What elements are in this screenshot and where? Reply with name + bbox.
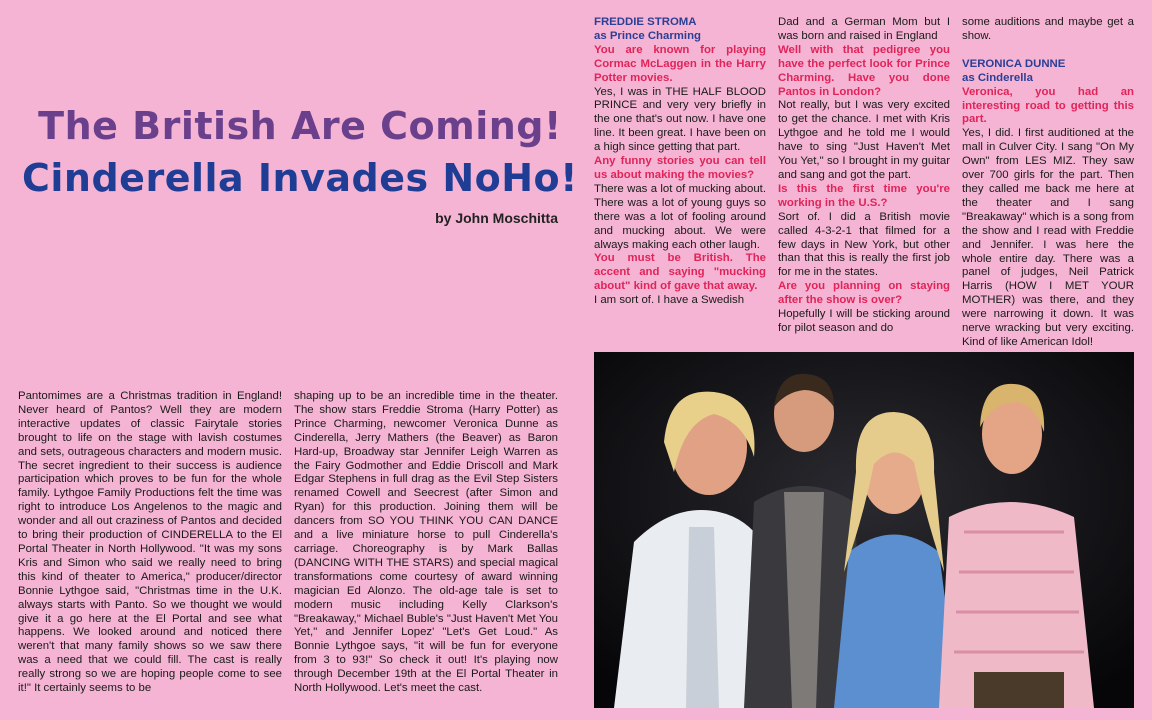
interview-question: Are you planning on staying after the show is over? xyxy=(778,280,950,307)
intro-column-1: Pantomimes are a Christmas tradition in England! Never heard of Pantos? Well they are modern interactive updates of classic Fairytale stories brought to life on the stage with lavish costumes and sets, outrageous characters and modern music. The secret ingredient to their success is audience participation which proves to be fun for the whole family. Lythgoe Family Productions felt the time was right to introduce Los Angelenos to the magic and wonder and all out craziness of Pantos and decided to bring their production of CINDERELLA to the El Portal Theater in North Hollywood. "It was my sons Kris and Simon who said we really need to bring this kind of theater to America," producer/director Bonnie Lythgoe said, "Christmas time in the U.K. always starts with Panto. So we thought we would give it a go here at the El Portal and see what happens. We looked around and noticed there weren't that many family shows so we saw there was a need that we could fill. The cast is really really strong so we are hoping people come to see it!" It certainly seems to be xyxy=(18,390,282,695)
interviewee-role: as Prince Charming xyxy=(594,29,701,42)
intro-column-2: shaping up to be an incredible time in the theater. The show stars Freddie Stroma (Harry Potter) as Prince Charming, newcomer Veronica Dunne as Cinderella, Jerry Mathers (the Beaver) as Baron Hard-up, Broadway star Jennifer Leigh Warren as the Fairy Godmother and Eddie Driscoll and Mark Edgar Stephens in full drag as the Evil Step Sisters renamed Cowell and Seecrest (after Simon and Ryan) for this production. Joining them will be dancers from SO YOU THINK YOU CAN DANCE and a live miniature horse to pull Cinderella's carriage. Choreography is by Mark Ballas (DANCING WITH THE STARS) and special magical transformations come courtesy of award winning magician Ed Alonzo. The old-age tale is set to modern music including Kelly Clarkson's "Breakaway," Michael Buble's "Just Haven't Met You Yet," and Jennifer Lopez' "Let's Get Loud." As Bonnie Lythgoe says, "it will be fun for everyone from 3 to 93!" So check it out! It's playing now through December 19th at the El Portal Theater in North Hollywood. Let's meet the cast. xyxy=(294,390,558,695)
interview-question: Well with that pedigree you have the perfect look for Prince Charming. Have you done Pantos in London? xyxy=(778,43,950,98)
interview-question: Any funny stories you can tell us about making the movies? xyxy=(594,155,766,181)
interview-answer: There was a lot of mucking about. There was a lot of young guys so there was a lot of fooling around and mucking about. We were always making each other laugh. xyxy=(594,182,766,251)
interview-question: You must be British. The accent and saying "mucking about" kind of gave that away. xyxy=(594,252,766,293)
interview-freddie-column-2 xyxy=(778,16,950,336)
interview-answer: some auditions and maybe get a show. xyxy=(962,16,1134,42)
interviewee-name: FREDDIE STROMA xyxy=(594,16,697,28)
interviewee-role: as Cinderella xyxy=(962,71,1033,84)
byline: by John Moschitta xyxy=(435,210,558,226)
interview-answer: Hopefully I will be sticking around for pilot season and do xyxy=(778,308,950,334)
interview-question: You are known for playing Cormac McLaggen in the Harry Potter movies. xyxy=(594,43,766,84)
interview-veronica-column xyxy=(962,16,1134,350)
headline-line-1: The British Are Coming! xyxy=(38,104,562,148)
interview-question: Is this the first time you're working in the U.S.? xyxy=(778,182,950,209)
interview-question: Veronica, you had an interesting road to getting this part. xyxy=(962,85,1134,126)
interview-answer: Not really, but I was very excited to get the chance. I met with Kris Lythgoe and he told me I would have to sing "Just Haven't Met You Yet," so I brought in my guitar and sang and got the part. xyxy=(778,99,950,181)
interview-answer: Yes, I did. I first auditioned at the mall in Culver City. I sang "On My Own" from LES MIZ. They saw over 700 girls for the part. Then they called me back me here at the theater and I sang "Breakaway" which is a song from the show and I read with Freddie and Jennifer. I was here the whole entire day. There was a panel of judges, Neil Patrick Harris (HOW I MET YOUR MOTHER) was there, and they were narrowing it down. It was nerve wracking but very exciting. Kind of like American Idol! xyxy=(962,127,1134,348)
interviewee-name: VERONICA DUNNE xyxy=(962,57,1066,70)
headline-line-2: Cinderella Invades NoHo! xyxy=(22,156,578,200)
interview-answer: Dad and a German Mom but I was born and raised in England xyxy=(778,16,950,42)
interview-freddie-column-1 xyxy=(594,16,766,308)
interview-answer: Sort of. I did a British movie called 4-3-2-1 that filmed for a few days in New York, but other than that this is really the first job for me in the states. xyxy=(778,210,950,279)
interview-answer: I am sort of. I have a Swedish xyxy=(594,294,745,307)
interview-answer: Yes, I was in THE HALF BLOOD PRINCE and very very briefly in the one that's out now. I have one line. It been great. I have been on a high since getting that part. xyxy=(594,85,766,154)
cast-photo xyxy=(594,352,1134,708)
